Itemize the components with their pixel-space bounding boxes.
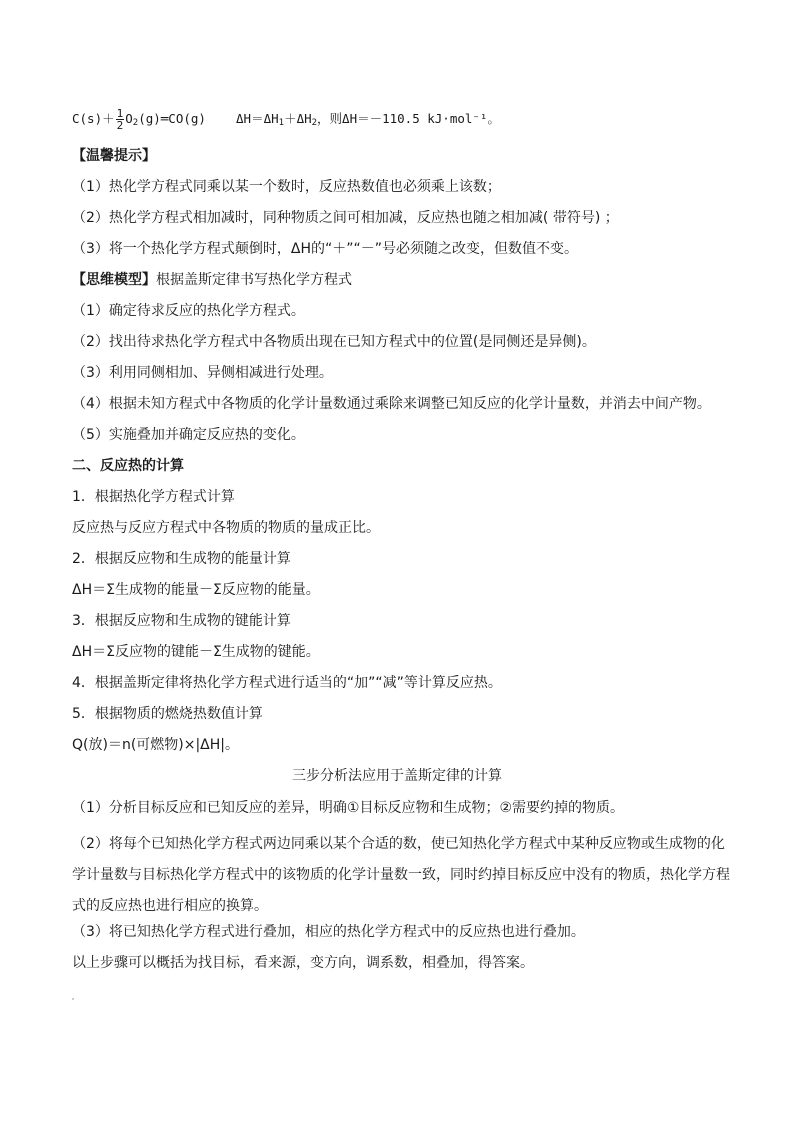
model-step: （2）找出待求热化学方程式中各物质出现在已知方程式中的位置(是同侧还是异侧)。 [72,334,596,350]
equation-o2: O [125,111,133,126]
tip-item: （2）热化学方程式相加减时，同种物质之间可相加减，反应热也随之相加减( 带符号) ； [72,210,619,226]
equation-enthalpy: ΔH＝ΔH [236,111,279,126]
equation-product: (g)═CO(g) [138,111,206,126]
calc-item: Q(放)＝n(可燃物)×|ΔH|。 [72,737,240,753]
model-step: （5）实施叠加并确定反应热的变化。 [72,427,305,443]
calc-item: 4．根据盖斯定律将热化学方程式进行适当的“加”“减”等计算反应热。 [72,675,502,691]
calc-item: ΔH＝Σ生成物的能量－Σ反应物的能量。 [72,582,320,598]
equation-result: ，则ΔH＝－110.5 kJ·mol⁻¹。 [317,111,500,126]
fraction-one-half: $\frac{1}{2}$ [116,107,124,132]
tip-item: （1）热化学方程式同乘以某一个数时，反应热数值也必须乘上该数； [72,179,501,195]
model-step: （4）根据未知方程式中各物质的化学计量数通过乘除来调整已知反应的化学计量数，并消去中间产物。 [72,396,711,412]
summary-text: 以上步骤可以概括为找目标，看来源，变方向，调系数，相叠加，得答案。 [72,955,534,971]
equation-line: C(s)＋ $\frac{1}{2}$ $O_2(g)═CO(g)$ $\Delta H=\Delta H_1+\Delta H_2$，则ΔH＝－110.5 kJ·mol⁻¹。 [72,107,500,132]
model-step: （3）利用同侧相加、异侧相减进行处理。 [72,365,333,381]
three-step-item: （1）分析目标反应和已知反应的差异，明确①目标反应物和生成物；②需要约掉的物质。 [72,800,625,816]
calc-item: 反应热与反应方程式中各物质的物质的量成正比。 [72,520,380,536]
model-step: （1）确定待求反应的热化学方程式。 [72,303,305,319]
calc-item: 2．根据反应物和生成物的能量计算 [72,551,291,567]
tips-heading: 【温馨提示】 [72,148,156,164]
calc-item: ΔH＝Σ反应物的键能－Σ生成物的键能。 [72,644,320,660]
equation-reactant-c: C(s)＋ [72,111,115,126]
calc-item: 1．根据热化学方程式计算 [72,489,235,505]
tip-item: （3）将一个热化学方程式颠倒时，ΔH的“＋”“－”号必须随之改变，但数值不变。 [72,241,579,257]
section-title: 二、反应热的计算 [72,458,184,474]
calc-item: 3．根据反应物和生成物的键能计算 [72,613,291,629]
three-step-title: 三步分析法应用于盖斯定律的计算 [292,768,502,784]
three-step-item: （3）将已知热化学方程式进行叠加，相应的热化学方程式中的反应热也进行叠加。 [72,924,585,940]
three-step-item: （2）将每个已知热化学方程式两边同乘以某个合适的数，使已知热化学方程式中某种反应物或生成物的化学计量数与目标热化学方程式中的该物质的化学计量数一致，同时约掉目标反应中没有的物质，热化学方程式的反应热也进行相应的换算。 [72,836,730,914]
page-mark [72,998,74,1000]
calc-item: 5．根据物质的燃烧热数值计算 [72,706,263,722]
model-heading: 【思维模型】根据盖斯定律书写热化学方程式 [72,272,352,288]
